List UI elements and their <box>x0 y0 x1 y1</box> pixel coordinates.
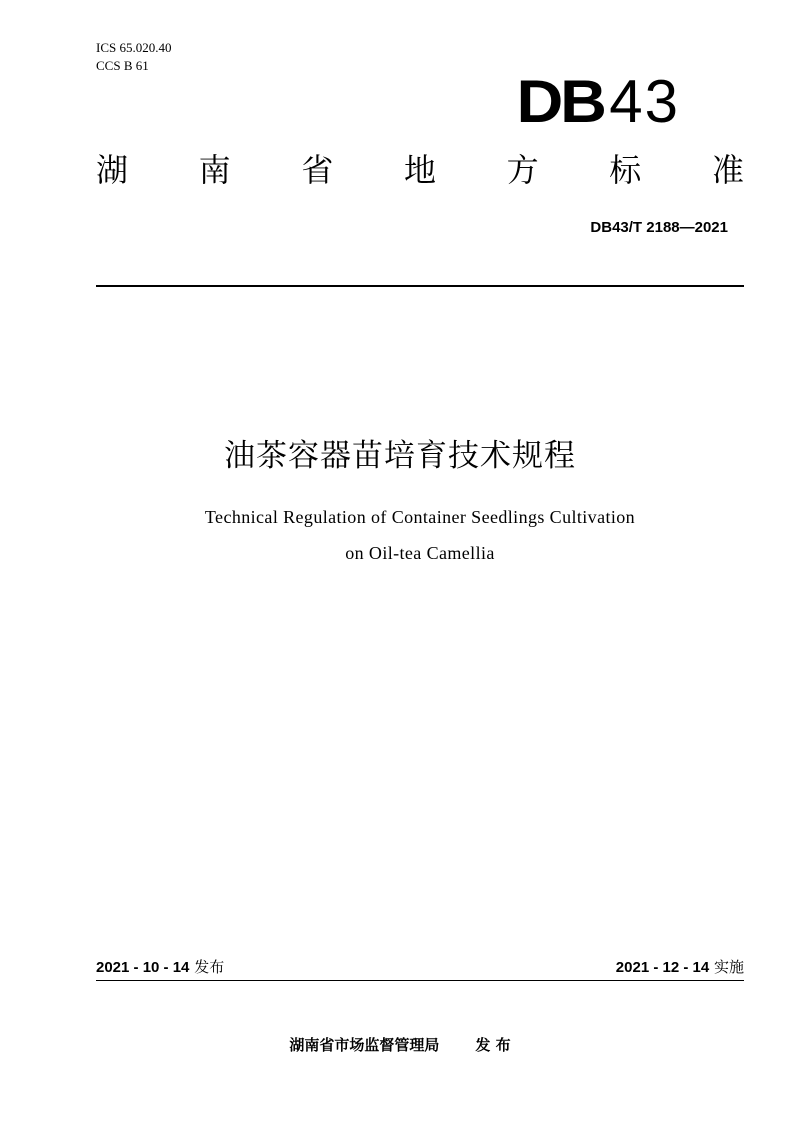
db-logo: DB <box>516 68 604 135</box>
standard-type-char: 准 <box>711 151 744 189</box>
standard-code: DB43/T 2188—2021 <box>590 219 728 236</box>
issuer-line <box>0 1034 800 1056</box>
issue-date-block <box>96 956 224 979</box>
implement-label: 实施 <box>713 958 744 976</box>
issuer-name: 湖南省市场监督管理局 <box>289 1036 440 1054</box>
standard-type-char: 地 <box>403 151 436 189</box>
implement-date-block <box>616 956 744 979</box>
issuer-action: 发 布 <box>475 1036 511 1054</box>
header-divider <box>96 285 744 287</box>
db-province-number: 43 <box>609 68 680 135</box>
issue-label: 发布 <box>194 958 225 976</box>
ccs-code: CCS B 61 <box>96 58 149 73</box>
standard-type-heading <box>96 150 744 190</box>
db-standard-mark <box>516 66 680 135</box>
implement-date: 2021 - 12 - 14 <box>615 959 710 976</box>
footer-divider <box>96 980 744 981</box>
issue-date: 2021 - 10 - 14 <box>96 959 190 976</box>
title-chinese: 油茶容器苗培育技术规程 <box>224 438 576 474</box>
standard-type-char: 方 <box>506 151 539 189</box>
ics-code: ICS 65.020.40 <box>96 40 172 55</box>
standard-type-char: 标 <box>609 151 642 189</box>
standard-type-char: 南 <box>198 151 231 189</box>
title-english-line2: on Oil-tea Camellia <box>345 543 495 563</box>
standard-type-char: 湖 <box>96 151 129 189</box>
standard-type-char: 省 <box>301 151 334 189</box>
title-english-line1: Technical Regulation of Container Seedlings Cultivation <box>204 507 636 527</box>
